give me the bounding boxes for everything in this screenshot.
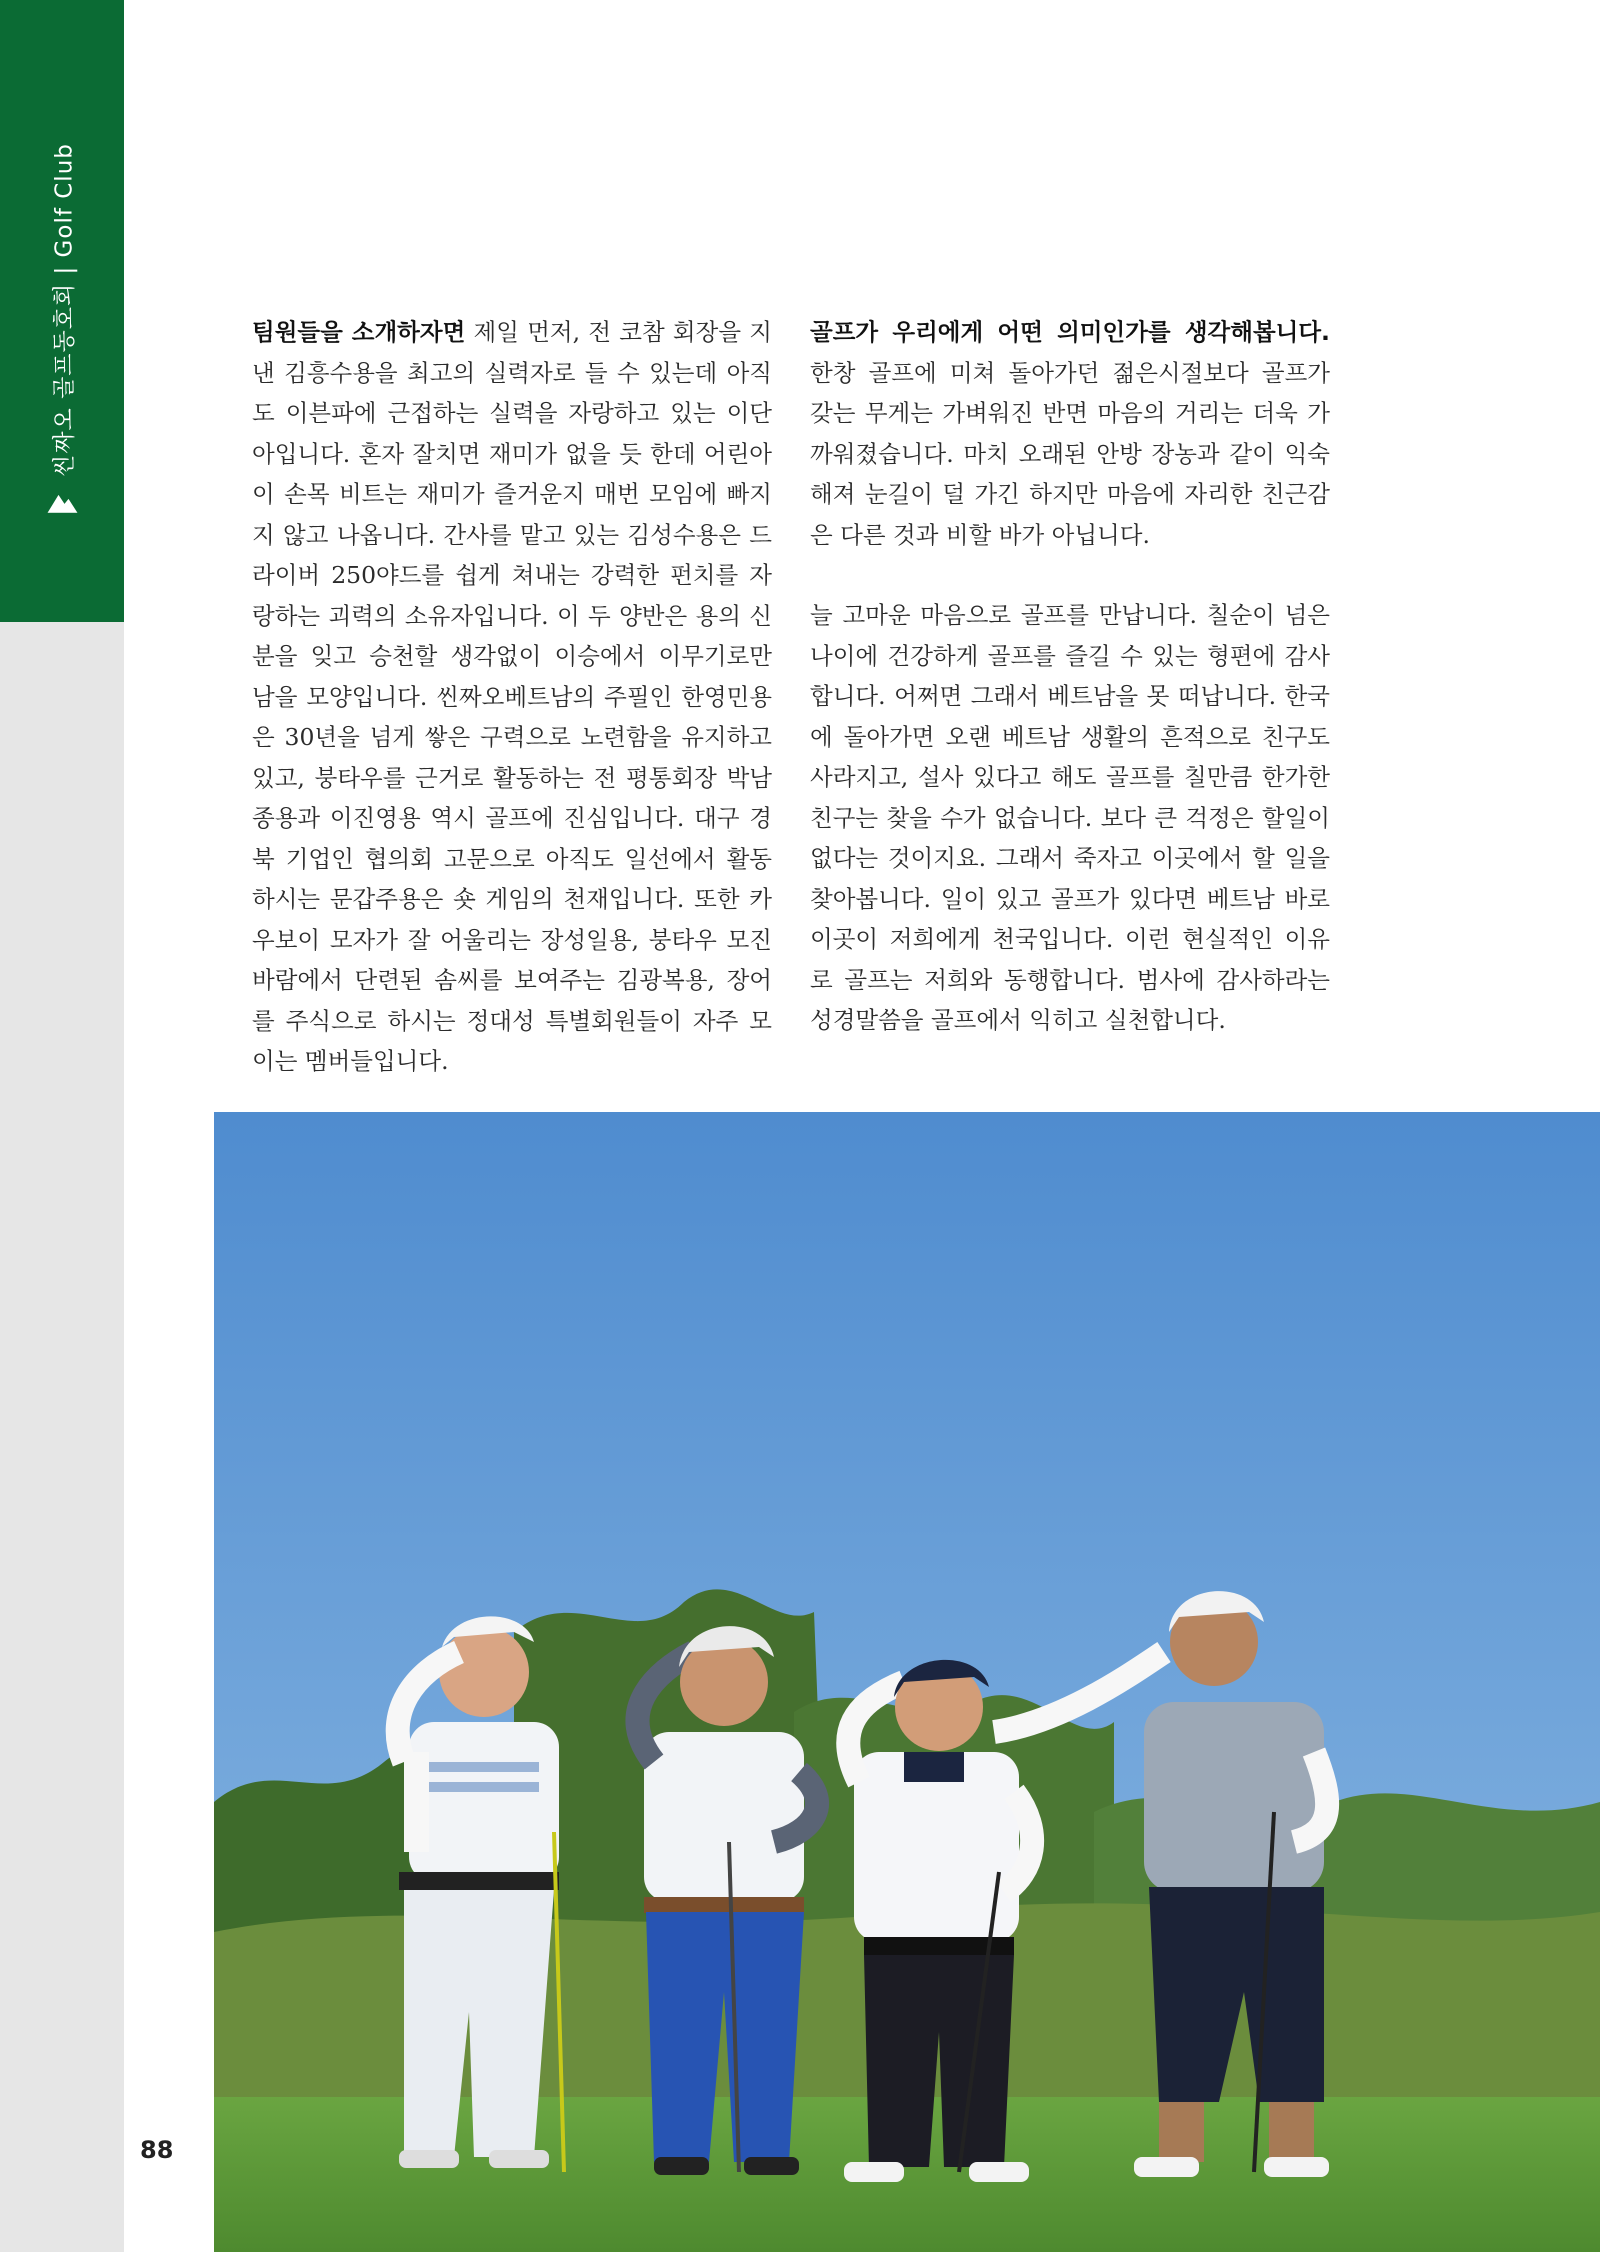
paragraph	[252, 312, 772, 1082]
mountain-icon	[47, 491, 77, 513]
four-golfers-photo	[214, 1112, 1600, 2252]
paragraph-body: 한창 골프에 미쳐 돌아가던 젊은시절보다 골프가 갖는 무게는 가벼워진 반면 마음의 거리는 더욱 가까워졌습니다. 마치 오래된 안방 장농과 같이 익숙해져 눈길이 덜 가긴 하지만 마음에 자리한 친근감은 다른 것과 비할 바가 아닙니다.	[810, 358, 1330, 549]
paragraph-body: 제일 먼저, 전 코참 회장을 지낸 김흥수용을 최고의 실력자로 들 수 있는데 아직도 이븐파에 근접하는 실력을 자랑하고 있는 이단아입니다. 혼자 잘치면 재미가 없을 듯 한데 어린아이 손목 비트는 재미가 즐거운지 매번 모임에 빠지지 않고 나옵니다. 간사를 맡고 있는 김성수용은 드라이버 250야드를 쉽게 쳐내는 강력한 펀치를 자랑하는 괴력의 소유자입니다. 이 두 양반은 용의 신분을 잊고 승천할 생각없이 이승에서 이무기로만 남을 모양입니다. 씬짜오베트남의 주필인 한영민용은 30년을 넘게 쌓은 구력으로 노련함을 유지하고 있고, 붕타우를 근거로 활동하는 전 평통회장 박남종용과 이진영용 역시 골프에 진심입니다. 대구 경북 기업인 협의회 고문으로 아직도 일선에서 활동하시는 문갑주용은 숏 게임의 천재입니다. 또한 카우보이 모자가 잘 어울리는 장성일용, 붕타우 모진 바람에서 단련된 솜씨를 보여주는 김광복용, 장어를 주식으로 하시는 정대성 특별회원들이 자주 모이는 멤버들입니다.	[252, 318, 772, 1075]
paragraph	[810, 595, 1330, 1041]
page-number: 88	[140, 2136, 174, 2164]
paragraph-lead: 팀원들을 소개하자면	[252, 318, 466, 346]
paragraph-lead: 골프가 우리에게 어떤 의미인가를 생각해봅니다.	[810, 318, 1330, 346]
sidebar	[0, 0, 124, 2252]
paragraph-body: 늘 고마운 마음으로 골프를 만납니다. 칠순이 넘은 나이에 건강하게 골프를 즐길 수 있는 형편에 감사합니다. 어쩌면 그래서 베트남을 못 떠납니다. 한국에 돌아가면 오랜 베트남 생활의 흔적으로 친구도 사라지고, 설사 있다고 해도 골프를 칠만큼 한가한 친구는 찾을 수가 없습니다. 보다 큰 걱정은 할일이 없다는 것이지요. 그래서 죽자고 이곳에서 할 일을 찾아봅니다. 일이 있고 골프가 있다면 베트남 바로 이곳이 저희에게 천국입니다. 이런 현실적인 이유로 골프는 저희와 동행합니다. 범사에 감사하라는 성경말씀을 골프에서 익히고 실천합니다.	[810, 601, 1330, 1034]
section-label	[46, 143, 79, 517]
article-left-column	[252, 312, 772, 1082]
article-right-column	[810, 312, 1330, 1041]
paragraph	[810, 312, 1330, 555]
section-tab	[0, 0, 124, 622]
section-label-text: 씬짜오 골프동호회 | Golf Club	[51, 143, 78, 477]
